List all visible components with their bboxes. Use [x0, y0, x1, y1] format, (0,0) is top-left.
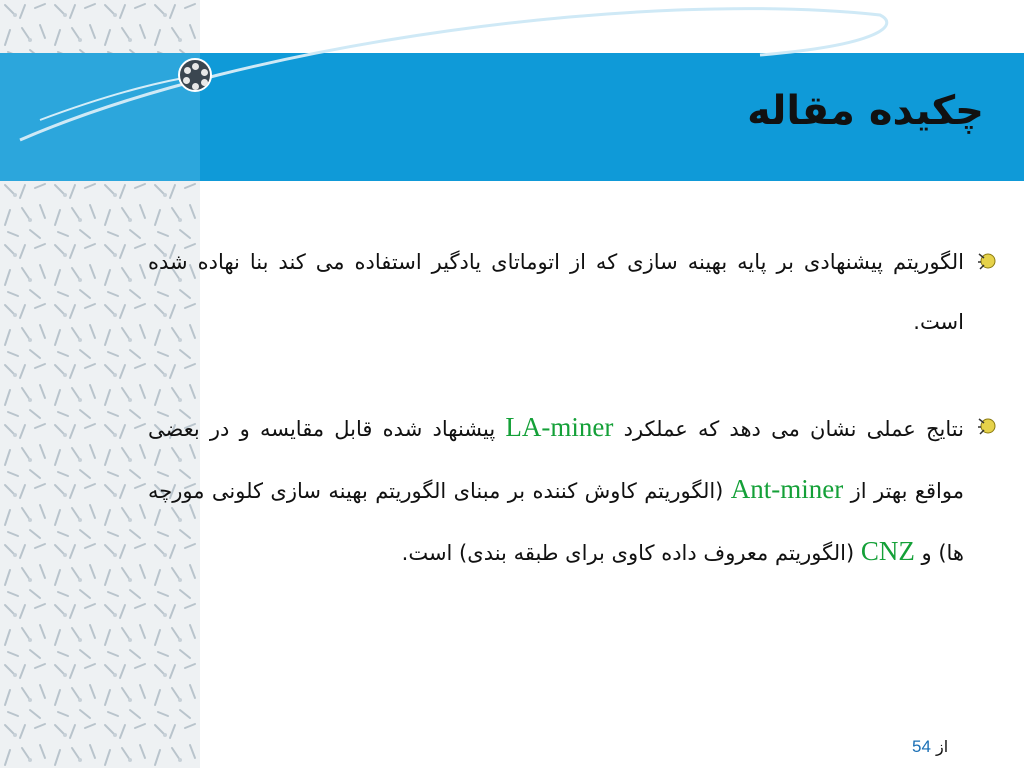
slide-content	[148, 232, 964, 628]
bullet-item	[148, 232, 964, 352]
term-ant-miner: Ant-miner	[730, 474, 844, 504]
lightbulb-icon	[976, 250, 998, 272]
lightbulb-icon	[976, 415, 998, 437]
bullet-text-part: (الگوریتم معروف داده کاوی برای طبقه بندی) است.	[401, 541, 861, 565]
bullet-text-part: پیشنهاد شده قابل مقایسه و در بعضی مواقع بهتر از	[148, 417, 964, 503]
of-label: از	[936, 737, 949, 756]
term-cnz: CNZ	[860, 536, 915, 566]
bullet-text-part: (الگوریتم کاوش کننده بر مبنای الگوریتم بهینه سازی کلونی مورچه ها) و	[148, 479, 964, 565]
slide-footer	[912, 737, 948, 757]
bullet-text: الگوریتم پیشنهادی بر پایه بهینه سازی که از اتوماتای یادگیر استفاده می کند بنا نهاده شده است.	[148, 250, 964, 334]
slide-title: چکیده مقاله	[747, 88, 984, 134]
molecule-ornament-icon	[178, 58, 212, 92]
bullet-item	[148, 397, 964, 583]
bullet-text-part: نتایج عملی نشان می دهد که عملکرد	[613, 417, 964, 441]
page-number: 54	[912, 737, 931, 756]
term-la-miner: LA-miner	[505, 412, 614, 442]
title-band-pattern	[0, 53, 200, 181]
